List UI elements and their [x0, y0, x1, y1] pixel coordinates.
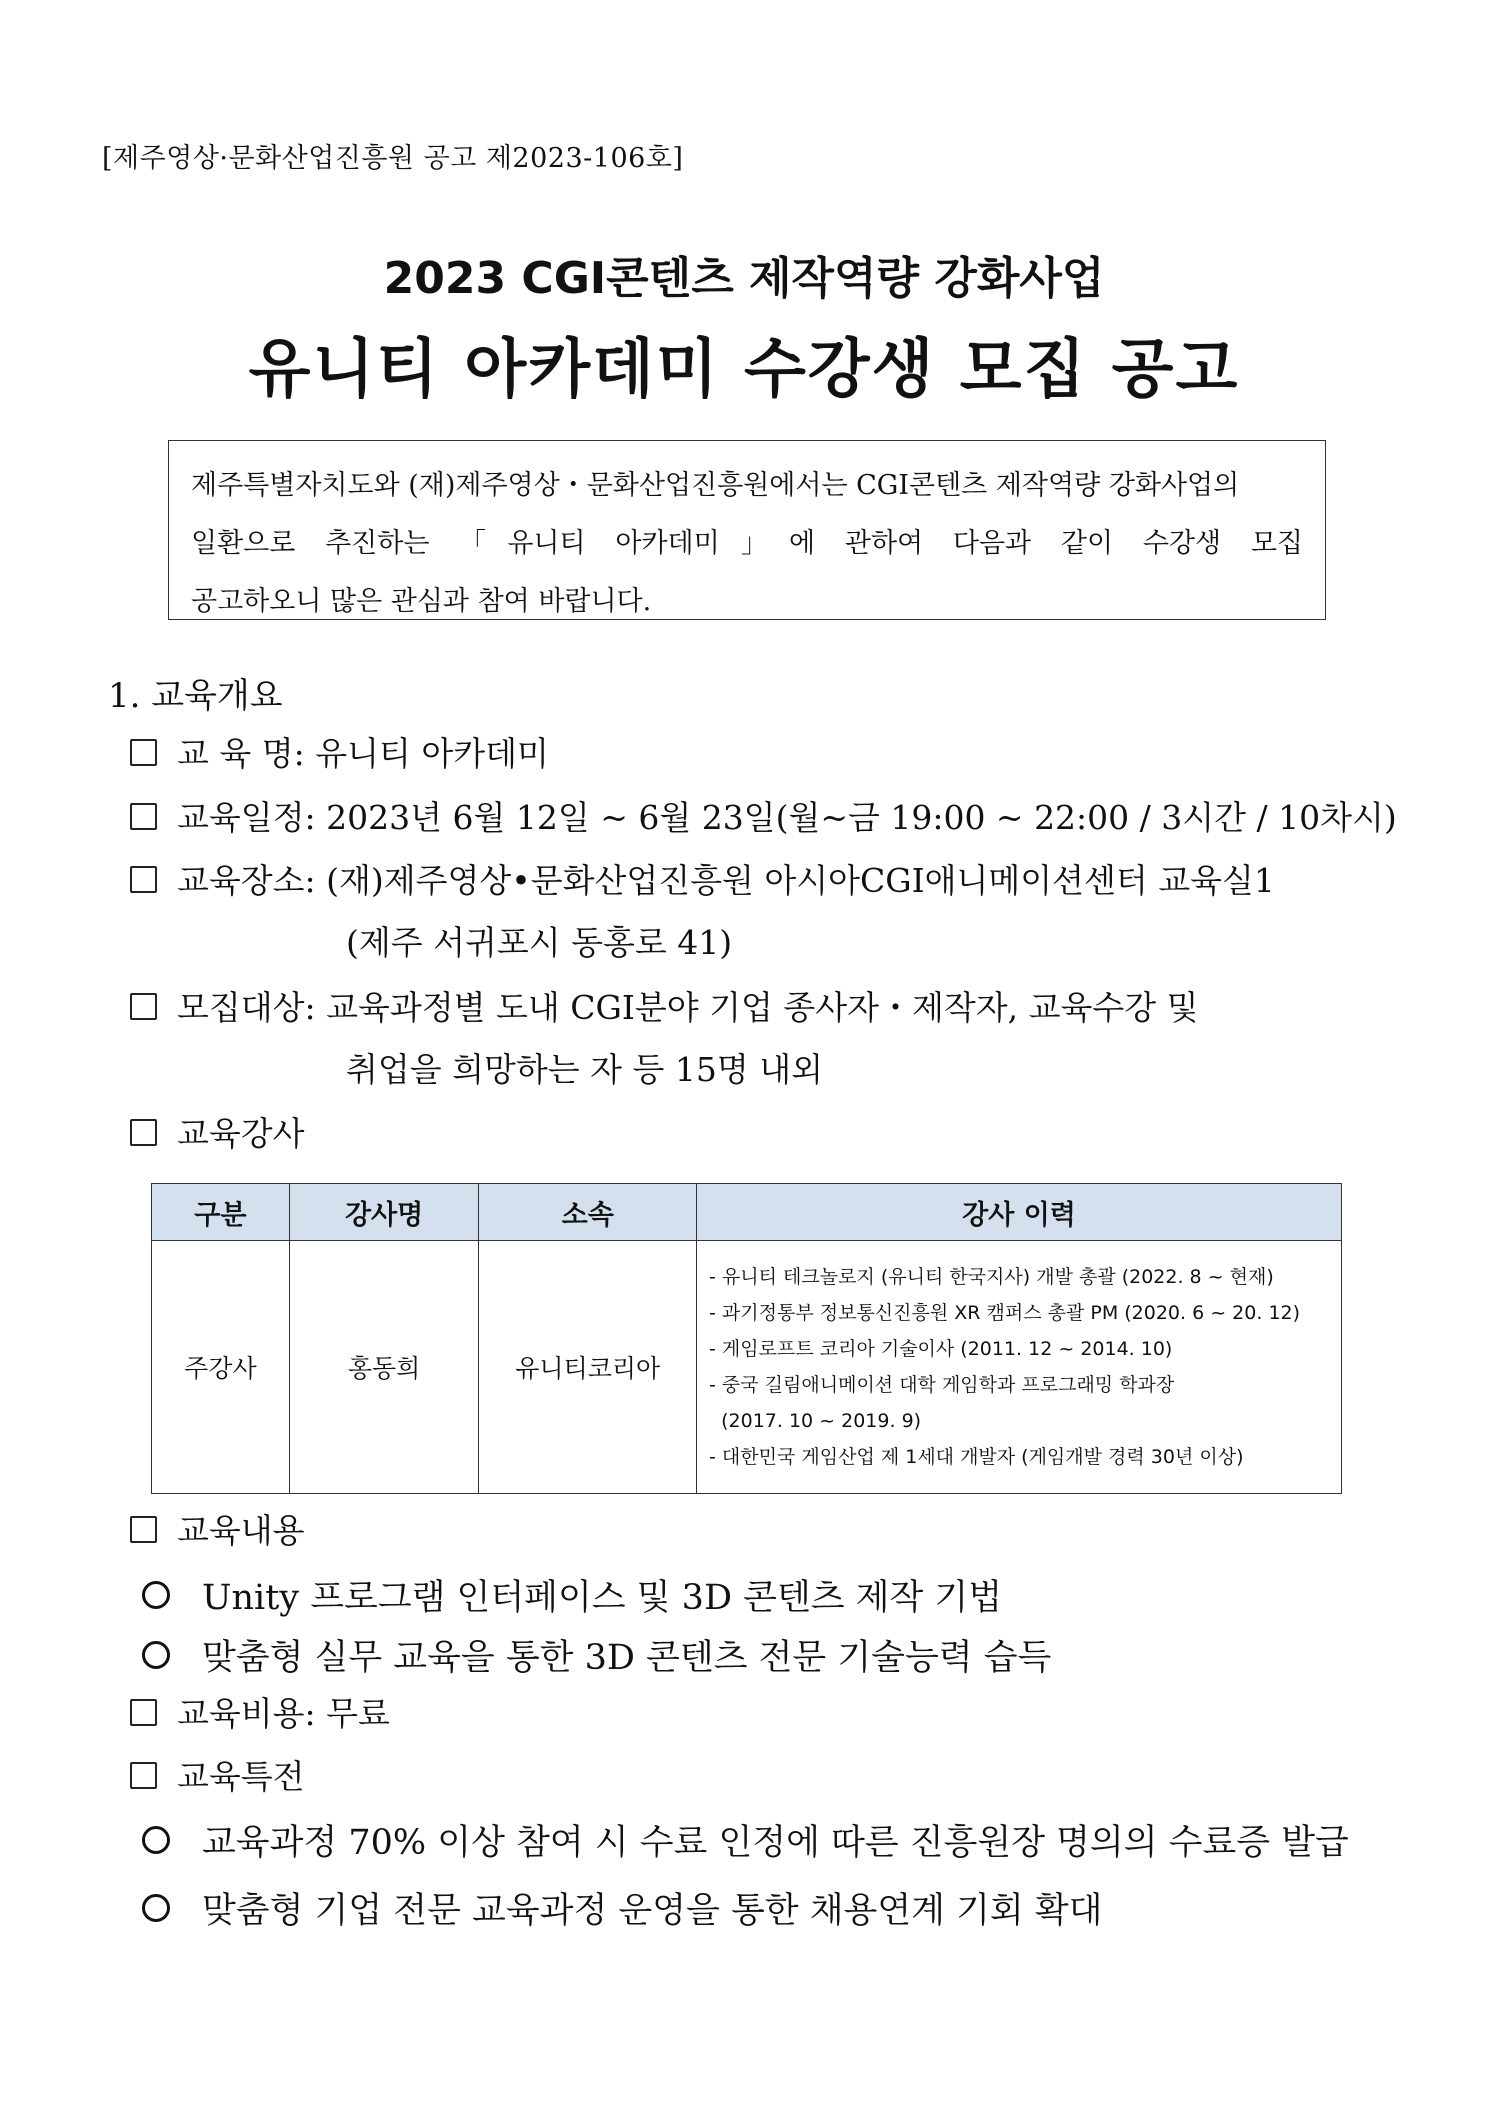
- target-continuation: 취업을 희망하는 자 등 15명 내외: [346, 1050, 823, 1089]
- instructor-table: [151, 1183, 1342, 1494]
- instructor-heading-text: 교육강사: [177, 1114, 305, 1153]
- history-line: - 중국 길림애니메이션 대학 게임학과 프로그래밍 학과장: [709, 1374, 1175, 1396]
- checkbox-icon: [130, 803, 157, 830]
- target-item: [130, 982, 1199, 1029]
- circle-bullet-icon: [142, 1826, 170, 1854]
- target-text: 모집대상: 교육과정별 도내 CGI분야 기업 종사자・제작자, 교육수강 및: [177, 988, 1199, 1027]
- cell-affiliation: 유니티코리아: [479, 1241, 697, 1494]
- checkbox-icon: [130, 993, 157, 1020]
- checkbox-icon: [130, 739, 157, 766]
- checkbox-icon: [130, 1699, 157, 1726]
- title-line2: 유니티 아카데미 수강생 모집 공고: [248, 333, 1240, 407]
- circle-bullet-icon: [142, 1641, 170, 1669]
- title-line1: 2023 CGI콘텐츠 제작역량 강화사업: [383, 253, 1105, 304]
- benefit-heading-text: 교육특전: [177, 1757, 305, 1796]
- intro-line-3: 공고하오니 많은 관심과 참여 바랍니다.: [191, 586, 652, 617]
- benefit-bullet: [142, 1815, 1349, 1865]
- checkbox-icon: [130, 1516, 157, 1543]
- cell-name: 홍동희: [289, 1241, 479, 1494]
- content-bullet: [142, 1630, 1051, 1680]
- content-heading-text: 교육내용: [177, 1511, 305, 1550]
- cell-history: [697, 1241, 1342, 1494]
- checkbox-icon: [130, 1119, 157, 1146]
- course-name-text: 교 육 명: 유니티 아카데미: [177, 734, 549, 773]
- table-header-category: 구분: [152, 1184, 290, 1241]
- history-line: - 게임로프트 코리아 기술이사 (2011. 12 ~ 2014. 10): [709, 1338, 1173, 1360]
- content-item-text: Unity 프로그램 인터페이스 및 3D 콘텐츠 제작 기법: [202, 1578, 1003, 1618]
- circle-bullet-icon: [142, 1894, 170, 1922]
- location-text: 교육장소: (재)제주영상•문화산업진흥원 아시아CGI애니메이션센터 교육실1: [177, 861, 1275, 900]
- checkbox-icon: [130, 1762, 157, 1789]
- intro-line-2: 일환으로 추진하는 「유니티 아카데미」에 관하여 다음과 같이 수강생 모집: [191, 528, 1303, 559]
- location-item: [130, 855, 1275, 902]
- history-line: - 유니티 테크놀로지 (유니티 한국지사) 개발 총괄 (2022. 8 ~ 현재): [709, 1266, 1274, 1288]
- benefit-bullet: [142, 1883, 1102, 1933]
- content-bullet: [142, 1570, 1002, 1620]
- table-header-name: 강사명: [289, 1184, 479, 1241]
- history-line: (2017. 10 ~ 2019. 9): [709, 1410, 922, 1432]
- intro-line-1: 제주특별자치도와 (재)제주영상・문화산업진흥원에서는 CGI콘텐츠 제작역량 강화사업의: [191, 470, 1240, 501]
- notice-number: [제주영상·문화산업진흥원 공고 제2023-106호]: [102, 143, 684, 174]
- intro-box: [168, 440, 1326, 620]
- cell-category: 주강사: [152, 1241, 290, 1494]
- instructor-heading-item: [130, 1108, 305, 1155]
- table-header-history: 강사 이력: [697, 1184, 1342, 1241]
- circle-bullet-icon: [142, 1581, 170, 1609]
- section-title: 1. 교육개요: [108, 676, 283, 716]
- table-row: [152, 1241, 1342, 1494]
- schedule-text: 교육일정: 2023년 6월 12일 ~ 6월 23일(월~금 19:00 ~ 22:00 / 3시간 / 10차시): [177, 798, 1397, 837]
- cost-item: [130, 1688, 390, 1735]
- history-line: - 과기정통부 정보통신진흥원 XR 캠퍼스 총괄 PM (2020. 6 ~ 20. 12): [709, 1302, 1301, 1324]
- cost-text: 교육비용: 무료: [177, 1694, 390, 1733]
- benefit-item-text: 맞춤형 기업 전문 교육과정 운영을 통한 채용연계 기회 확대: [202, 1891, 1103, 1931]
- checkbox-icon: [130, 866, 157, 893]
- content-item-text: 맞춤형 실무 교육을 통한 3D 콘텐츠 전문 기술능력 습득: [202, 1638, 1052, 1678]
- benefit-item-text: 교육과정 70% 이상 참여 시 수료 인정에 따른 진흥원장 명의의 수료증 발급: [202, 1823, 1349, 1863]
- schedule-item: [130, 792, 1397, 839]
- content-heading-item: [130, 1505, 305, 1552]
- table-header-row: [152, 1184, 1342, 1241]
- benefit-heading-item: [130, 1751, 305, 1798]
- history-line: - 대한민국 게임산업 제 1세대 개발자 (게임개발 경력 30년 이상): [709, 1446, 1244, 1468]
- location-address: (제주 서귀포시 동홍로 41): [346, 923, 733, 962]
- course-name-item: [130, 728, 549, 775]
- table-header-affiliation: 소속: [479, 1184, 697, 1241]
